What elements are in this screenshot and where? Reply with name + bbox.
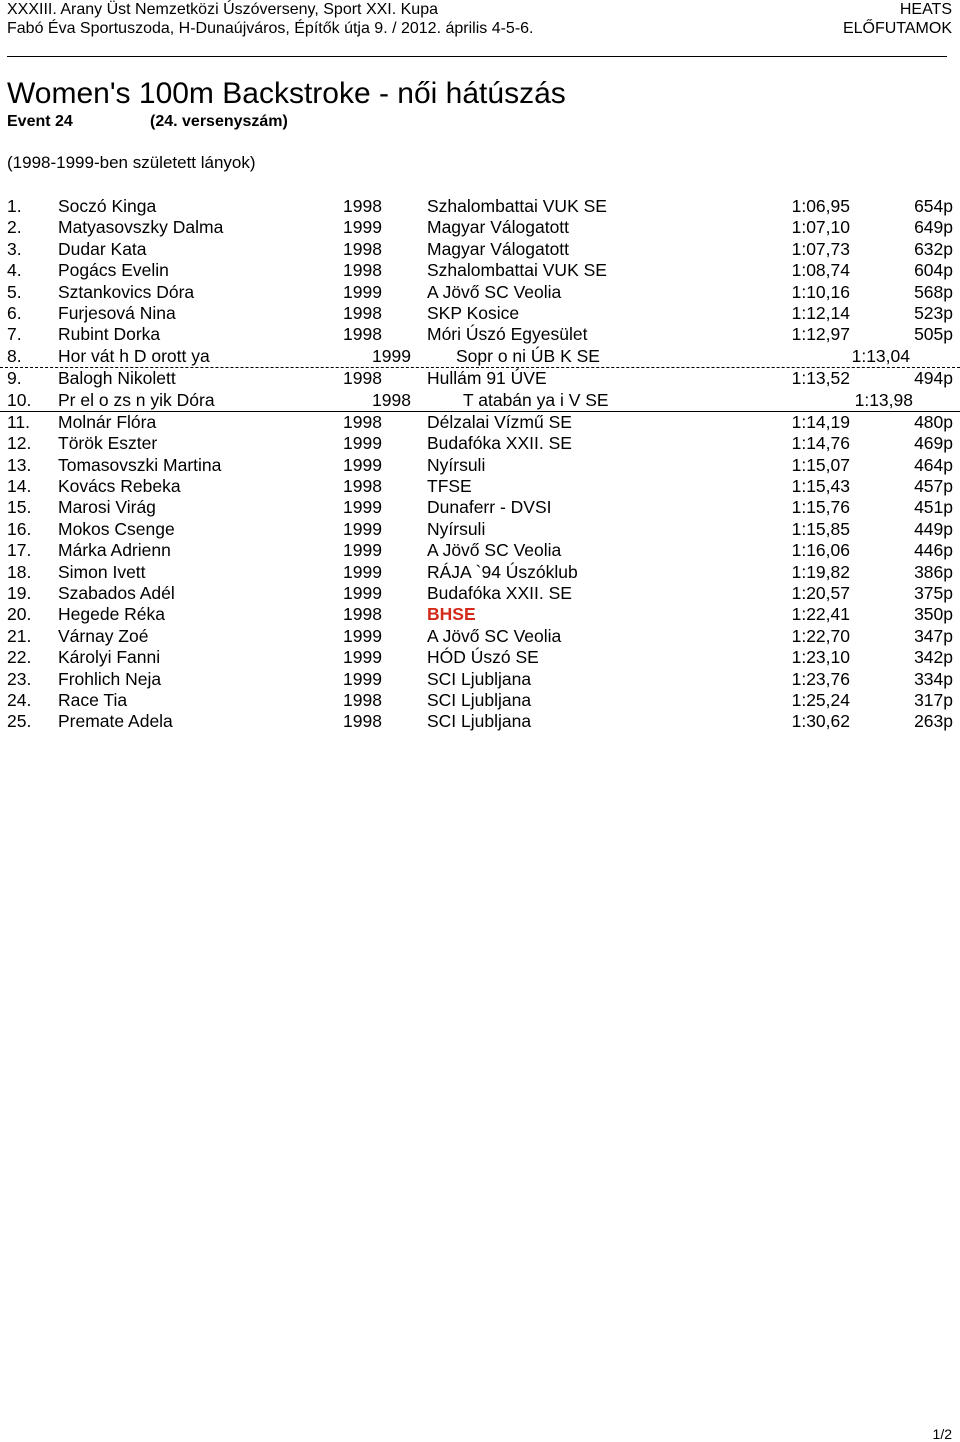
- swimmer-name: Mokos Csenge: [58, 518, 175, 539]
- birth-year: 1998: [343, 302, 382, 323]
- swimmer-name: Matyasovszky Dalma: [58, 217, 224, 238]
- club-name: Budafóka XXII. SE: [427, 433, 572, 454]
- result-row: [0, 562, 960, 583]
- result-points: 469p: [914, 433, 953, 454]
- birth-year: 1999: [343, 281, 382, 302]
- birth-year: 1998: [343, 711, 382, 732]
- result-rank: 16.: [7, 518, 32, 539]
- result-points: 568p: [914, 281, 953, 302]
- result-rank: 13.: [7, 454, 32, 475]
- result-time: 1:08,74: [791, 260, 850, 281]
- result-points: 449p: [914, 518, 953, 539]
- result-rank: 15.: [7, 497, 32, 518]
- result-points: 386p: [914, 561, 953, 582]
- club-name: SCI Ljubljana: [427, 711, 532, 732]
- result-time: 1:13,52: [791, 368, 850, 389]
- swimmer-name: Race Tia: [58, 689, 128, 710]
- result-points: 375p: [914, 583, 953, 604]
- meet-title: XXXIII. Arany Üst Nemzetközi Úszóverseny, Sport XXI. Kupa: [7, 1, 438, 18]
- result-row: [0, 390, 960, 412]
- result-points: 604p: [914, 260, 953, 281]
- birth-year: 1999: [343, 454, 382, 475]
- result-row: [0, 690, 960, 711]
- result-time: 1:07,73: [791, 238, 850, 259]
- swimmer-name: Márka Adrienn: [58, 540, 171, 561]
- swimmer-name: Frohlich Neja: [58, 668, 162, 689]
- birth-year: 1999: [343, 583, 382, 604]
- swimmer-name: Tomasovszki Martina: [58, 454, 222, 475]
- swimmer-name: Marosi Virág: [58, 497, 156, 518]
- result-rank: 21.: [7, 625, 32, 646]
- result-row: [0, 303, 960, 324]
- club-name: Nyírsuli: [427, 518, 486, 539]
- result-rank: 25.: [7, 711, 32, 732]
- result-time: 1:12,14: [791, 302, 850, 323]
- result-points: 649p: [914, 217, 953, 238]
- swimmer-name: Furjesová Nina: [58, 302, 176, 323]
- result-row: [0, 711, 960, 732]
- result-points: 263p: [914, 711, 953, 732]
- birth-year: 1998: [372, 389, 411, 410]
- birth-year: 1998: [343, 196, 382, 216]
- result-time: 1:07,10: [791, 217, 850, 238]
- swimmer-name: Soczó Kinga: [58, 196, 157, 216]
- club-name: Móri Úszó Egyesület: [427, 324, 588, 345]
- club-name: Magyar Válogatott: [427, 238, 570, 259]
- birth-year: 1998: [343, 411, 382, 432]
- birth-year: 1999: [343, 518, 382, 539]
- swimmer-name: Sztankovics Dóra: [58, 281, 195, 302]
- swimmer-name: Balogh Nikolett: [58, 368, 176, 389]
- result-row: [0, 260, 960, 281]
- result-rank: 22.: [7, 647, 32, 668]
- swimmer-name: Simon Ivett: [58, 561, 146, 582]
- club-name: SCI Ljubljana: [427, 689, 532, 710]
- event-title: Women's 100m Backstroke - női hátúszás: [7, 77, 566, 110]
- club-name: Szhalombattai VUK SE: [427, 196, 607, 216]
- result-row: [0, 476, 960, 497]
- club-name: Szhalombattai VUK SE: [427, 260, 607, 281]
- result-rank: 5.: [7, 281, 22, 302]
- club-name: T atabán ya i V SE: [463, 389, 609, 410]
- club-name: SKP Kosice: [427, 302, 520, 323]
- result-rank: 12.: [7, 433, 32, 454]
- result-time: 1:15,43: [791, 476, 850, 497]
- result-row: [0, 412, 960, 433]
- result-points: 654p: [914, 196, 953, 216]
- result-rank: 8.: [7, 345, 22, 366]
- result-row: [0, 346, 960, 368]
- birth-year: 1998: [343, 368, 382, 389]
- birth-year: 1999: [343, 561, 382, 582]
- swimmer-name: Szabados Adél: [58, 583, 175, 604]
- result-rank: 1.: [7, 196, 22, 216]
- result-points: 480p: [914, 411, 953, 432]
- result-points: 457p: [914, 476, 953, 497]
- results-list: [0, 196, 960, 733]
- result-rank: 10.: [7, 389, 32, 410]
- result-points: 464p: [914, 454, 953, 475]
- result-points: 350p: [914, 604, 953, 625]
- result-time: 1:14,19: [791, 411, 850, 432]
- result-time: 1:15,76: [791, 497, 850, 518]
- result-time: 1:15,07: [791, 454, 850, 475]
- result-row: [0, 647, 960, 668]
- birth-year: 1999: [343, 497, 382, 518]
- swimmer-name: Török Eszter: [58, 433, 158, 454]
- result-time: 1:30,62: [791, 711, 850, 732]
- result-row: [0, 239, 960, 260]
- swimmer-name: Károlyi Fanni: [58, 647, 161, 668]
- club-name: HÓD Úszó SE: [427, 647, 539, 668]
- club-name: A Jövő SC Veolia: [427, 540, 562, 561]
- result-row: [0, 282, 960, 303]
- result-rank: 20.: [7, 604, 32, 625]
- result-time: 1:13,98: [854, 389, 913, 410]
- result-row: [0, 583, 960, 604]
- result-row: [0, 626, 960, 647]
- result-points: 494p: [914, 368, 953, 389]
- meet-venue-date: Fabó Éva Sportuszoda, H-Dunaújváros, Építők útja 9. / 2012. április 4-5-6.: [7, 20, 534, 37]
- club-name: Sopr o ni ÚB K SE: [456, 345, 600, 366]
- result-row: [0, 669, 960, 690]
- club-name: RÁJA `94 Úszóklub: [427, 561, 578, 582]
- result-points: 451p: [914, 497, 953, 518]
- result-row: [0, 497, 960, 518]
- result-time: 1:25,24: [791, 689, 850, 710]
- result-time: 1:12,97: [791, 324, 850, 345]
- result-time: 1:19,82: [791, 561, 850, 582]
- result-points: 446p: [914, 540, 953, 561]
- result-rank: 7.: [7, 324, 22, 345]
- result-row: [0, 455, 960, 476]
- birth-year: 1998: [343, 324, 382, 345]
- page-number: 1/2: [932, 1426, 952, 1442]
- club-name: TFSE: [427, 476, 472, 497]
- swimmer-name: Molnár Flóra: [58, 411, 157, 432]
- header-divider: [7, 56, 947, 57]
- result-time: 1:14,76: [791, 433, 850, 454]
- result-points: 342p: [914, 647, 953, 668]
- result-rank: 14.: [7, 476, 32, 497]
- result-rank: 4.: [7, 260, 22, 281]
- club-name: SCI Ljubljana: [427, 668, 532, 689]
- swimmer-name: Pr el o zs n yik Dóra: [58, 389, 215, 410]
- birth-year: 1998: [343, 476, 382, 497]
- result-row: [0, 604, 960, 625]
- result-rank: 23.: [7, 668, 32, 689]
- club-name: BHSE: [427, 604, 476, 625]
- event-heading: [7, 113, 288, 131]
- result-rank: 2.: [7, 217, 22, 238]
- result-time: 1:22,41: [791, 604, 850, 625]
- event-label: Event 24: [7, 113, 73, 130]
- result-rank: 6.: [7, 302, 22, 323]
- result-points: 523p: [914, 302, 953, 323]
- result-time: 1:20,57: [791, 583, 850, 604]
- event-category: (1998-1999-ben született lányok): [7, 153, 256, 172]
- birth-year: 1998: [343, 604, 382, 625]
- result-time: 1:23,10: [791, 647, 850, 668]
- swimmer-name: Dudar Kata: [58, 238, 147, 259]
- result-row: [0, 324, 960, 345]
- result-rank: 9.: [7, 368, 22, 389]
- birth-year: 1999: [343, 433, 382, 454]
- result-rank: 11.: [7, 411, 31, 432]
- result-points: 334p: [914, 668, 953, 689]
- swimmer-name: Rubint Dorka: [58, 324, 161, 345]
- result-time: 1:22,70: [791, 625, 850, 646]
- swimmer-name: Premate Adela: [58, 711, 173, 732]
- result-points: 347p: [914, 625, 953, 646]
- result-rank: 18.: [7, 561, 32, 582]
- result-points: 317p: [914, 689, 953, 710]
- club-name: Magyar Válogatott: [427, 217, 570, 238]
- result-rank: 19.: [7, 583, 32, 604]
- result-points: 505p: [914, 324, 953, 345]
- swimmer-name: Pogács Evelin: [58, 260, 169, 281]
- birth-year: 1998: [343, 238, 382, 259]
- result-row: [0, 217, 960, 238]
- birth-year: 1999: [343, 668, 382, 689]
- result-time: 1:23,76: [791, 668, 850, 689]
- result-time: 1:13,04: [851, 345, 910, 366]
- club-name: A Jövő SC Veolia: [427, 281, 562, 302]
- result-time: 1:16,06: [791, 540, 850, 561]
- birth-year: 1999: [343, 625, 382, 646]
- birth-year: 1998: [343, 689, 382, 710]
- result-rank: 24.: [7, 689, 32, 710]
- result-rank: 17.: [7, 540, 32, 561]
- result-row: [0, 540, 960, 561]
- result-rank: 3.: [7, 238, 22, 259]
- result-time: 1:10,16: [791, 281, 850, 302]
- birth-year: 1999: [343, 540, 382, 561]
- swimmer-name: Várnay Zoé: [58, 625, 149, 646]
- event-number: (24. versenyszám): [150, 113, 288, 130]
- result-time: 1:06,95: [791, 196, 850, 216]
- result-row: [0, 519, 960, 540]
- birth-year: 1999: [343, 647, 382, 668]
- result-row: [0, 368, 960, 389]
- club-name: Délzalai Vízmű SE: [427, 411, 572, 432]
- swimmer-name: Hor vát h D orott ya: [58, 345, 210, 366]
- birth-year: 1998: [343, 260, 382, 281]
- birth-year: 1999: [343, 217, 382, 238]
- club-name: Nyírsuli: [427, 454, 486, 475]
- club-name: Hullám 91 ÚVE: [427, 368, 547, 389]
- club-name: A Jövő SC Veolia: [427, 625, 562, 646]
- session-label-en: HEATS: [899, 1, 952, 18]
- result-row: [0, 196, 960, 217]
- result-points: 632p: [914, 238, 953, 259]
- session-label-hu: ELŐFUTAMOK: [842, 20, 952, 37]
- birth-year: 1999: [372, 345, 411, 366]
- result-row: [0, 433, 960, 454]
- swimmer-name: Hegede Réka: [58, 604, 166, 625]
- result-time: 1:15,85: [791, 518, 850, 539]
- club-name: Budafóka XXII. SE: [427, 583, 572, 604]
- club-name: Dunaferr - DVSI: [427, 497, 552, 518]
- swimmer-name: Kovács Rebeka: [58, 476, 181, 497]
